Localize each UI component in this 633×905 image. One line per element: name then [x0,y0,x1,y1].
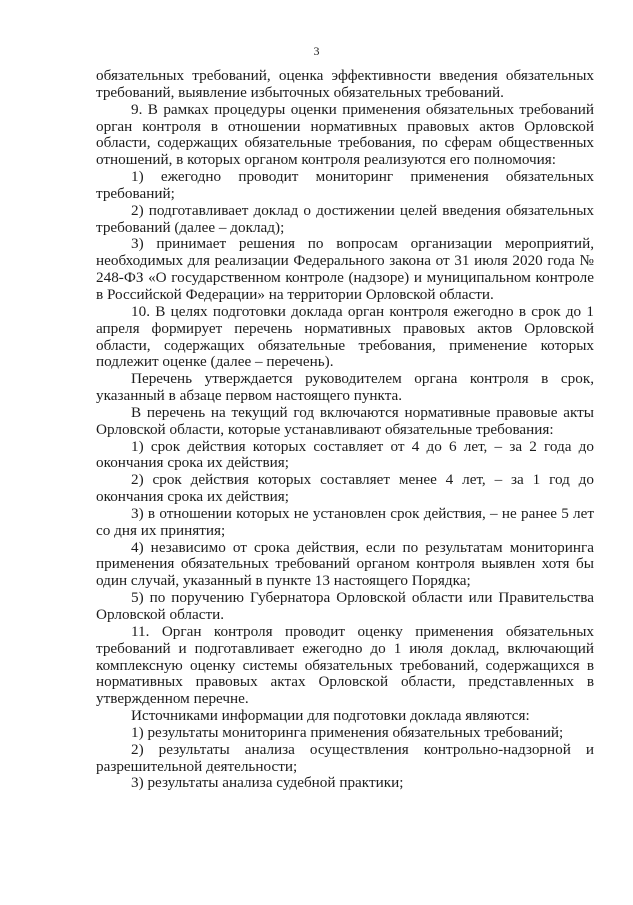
paragraph-sources-intro: Источниками информации для подготовки доклада являются: [131,707,530,725]
paragraph-subitem-10-2: 2) срок действия которых составляет менее 4 лет, – за 1 год до окончания срока их действия; [96,471,594,506]
paragraph-item-10: 10. В целях подготовки доклада орган контроля ежегодно в срок до 1 апреля формирует перечень нормативных правовых актов Орловской области, содержащих обязательные требования, применение которых подлежит оценке (далее – перечень). [96,302,594,371]
paragraph-subitem-9-3: 3) принимает решения по вопросам организации мероприятий, необходимых для реализации Федерального закона от 31 июля 2020 года № 248-ФЗ «О государственном контроле (надзоре) и муниципальном контроле в Российской Федерации» на территории Орловской области. [96,235,594,303]
paragraph-continuation: обязательных требований, оценка эффективности введения обязательных требований, выявление избыточных обязательных требований. [96,67,594,101]
paragraph-source-2: 2) результаты анализа осуществления контрольно-надзорной и разрешительной деятельности; [96,740,594,775]
paragraph-list-approval: Перечень утверждается руководителем органа контроля в срок, указанный в абзаце первом настоящего пункта. [96,370,594,405]
paragraph-subitem-10-5: 5) по поручению Губернатора Орловской области или Правительства Орловской области. [96,589,594,623]
paragraph-item-11: 11. Орган контроля проводит оценку применения обязательных требований и подготавливает ежегодно до 1 июля доклад, включающий комплексную оценку системы обязательных требований, содержащихся в нормативных правовых актах Орловской области, представленных в утвержденном перечне. [96,622,594,708]
paragraph-subitem-10-1: 1) срок действия которых составляет от 4 до 6 лет, – за 2 года до окончания срока их действия; [96,437,594,472]
paragraph-subitem-9-2: 2) подготавливает доклад о достижении целей введения обязательных требований (далее – доклад); [96,201,594,236]
paragraph-item-9: 9. В рамках процедуры оценки применения обязательных требований орган контроля в отношении нормативных правовых актов Орловской области, содержащих обязательные требования, по сферам общественных отношений, в которых органом контроля реализуются его полномочия: [96,100,594,169]
paragraph-source-1: 1) результаты мониторинга применения обязательных требований; [131,723,564,741]
paragraph-subitem-9-1: 1) ежегодно проводит мониторинг применения обязательных требований; [96,168,594,202]
paragraph-source-3: 3) результаты анализа судебной практики; [131,774,404,792]
paragraph-list-inclusion: В перечень на текущий год включаются нормативные правовые акты Орловской области, которые устанавливают обязательные требования: [96,403,594,438]
page-number: 3 [313,44,320,58]
paragraph-subitem-10-4: 4) независимо от срока действия, если по результатам мониторинга применения обязательных требований органом контроля выявлен хотя бы один случай, указанный в пункте 13 настоящего Порядка; [96,538,594,590]
document-body [96,68,594,792]
paragraph-subitem-10-3: 3) в отношении которых не установлен срок действия, – не ранее 5 лет со дня их принятия; [96,504,594,539]
